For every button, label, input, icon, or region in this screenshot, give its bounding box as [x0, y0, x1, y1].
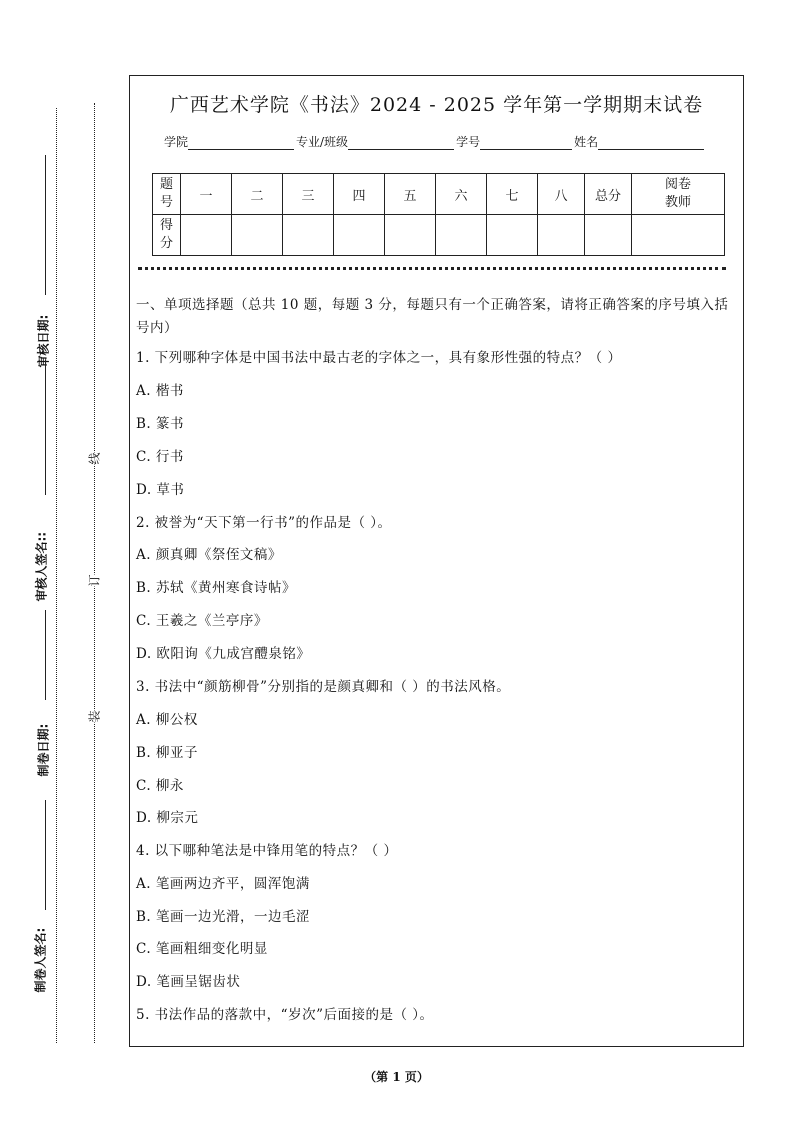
score-col-8: 八	[538, 174, 585, 215]
maker-signature-label: 制卷人签名:	[33, 927, 48, 993]
major-class-field[interactable]	[348, 135, 454, 150]
option-4c: C. 笔画粗细变化明显	[136, 941, 268, 957]
binding-dotted-line	[94, 103, 95, 1043]
page-number: （第 1 页）	[364, 1070, 429, 1084]
exam-frame	[129, 75, 744, 1047]
score-col-total: 总分	[585, 174, 632, 215]
score-cell[interactable]	[487, 215, 538, 256]
option-1d: D. 草书	[136, 482, 185, 498]
maker-signature-underline	[45, 800, 46, 910]
audit-signature-underline	[45, 360, 46, 495]
college-field[interactable]	[188, 135, 294, 150]
binding-char-zhuang: 装	[87, 710, 102, 723]
question-3: 3. 书法中“颜筋柳骨”分别指的是颜真卿和（ ）的书法风格。	[136, 679, 511, 695]
score-col-4: 四	[334, 174, 385, 215]
score-col-6: 六	[436, 174, 487, 215]
section-divider	[138, 267, 726, 270]
option-4d: D. 笔画呈锯齿状	[136, 974, 241, 990]
score-table	[152, 173, 725, 256]
audit-date-label: 审核日期:	[36, 314, 51, 368]
question-4: 4. 以下哪种笔法是中锋用笔的特点？（ ）	[136, 843, 398, 859]
option-3d: D. 柳宗元	[136, 810, 199, 826]
binding-char-ding: 订	[87, 574, 102, 587]
option-2d: D. 欧阳询《九成宫醴泉铭》	[136, 646, 311, 662]
score-table-header-row	[153, 174, 725, 215]
option-1b: B. 篆书	[136, 416, 185, 432]
option-1c: C. 行书	[136, 449, 184, 465]
option-3c: C. 柳永	[136, 778, 184, 794]
score-cell[interactable]	[334, 215, 385, 256]
question-5: 5. 书法作品的落款中，“岁次”后面接的是（ ）。	[136, 1007, 434, 1023]
question-2: 2. 被誉为“天下第一行书”的作品是（ ）。	[136, 515, 392, 531]
score-col-2: 二	[232, 174, 283, 215]
binding-char-xian: 线	[87, 452, 102, 465]
score-cell[interactable]	[283, 215, 334, 256]
student-id-field[interactable]	[480, 135, 572, 150]
name-field[interactable]	[598, 135, 704, 150]
score-cell-total[interactable]	[585, 215, 632, 256]
student-info-row	[164, 133, 706, 150]
signature-dotted-line	[56, 108, 57, 1043]
score-cell[interactable]	[538, 215, 585, 256]
section-heading: 一、单项选择题（总共 10 题，每题 3 分，每题只有一个正确答案，请将正确答案的序号填入括号内）	[136, 297, 729, 336]
make-date-underline	[45, 610, 46, 700]
grader-cell[interactable]	[632, 215, 725, 256]
option-2c: C. 王羲之《兰亭序》	[136, 613, 268, 629]
score-cell[interactable]	[232, 215, 283, 256]
question-1: 1. 下列哪种字体是中国书法中最古老的字体之一，具有象形性强的特点？（ ）	[136, 350, 622, 366]
option-1a: A. 楷书	[136, 383, 184, 399]
score-col-5: 五	[385, 174, 436, 215]
score-table-value-row	[153, 215, 725, 256]
option-2b: B. 苏轼《黄州寒食诗帖》	[136, 580, 297, 596]
option-3b: B. 柳亚子	[136, 745, 199, 761]
score-col-7: 七	[487, 174, 538, 215]
score-row-label: 得 分	[153, 215, 181, 256]
option-4a: A. 笔画两边齐平，圆浑饱满	[136, 876, 310, 892]
audit-signature-label: 审核人签名::	[34, 531, 49, 602]
grader-header: 阅卷 教师	[632, 174, 725, 215]
score-col-3: 三	[283, 174, 334, 215]
exam-title: 广西艺术学院《书法》2024 - 2025 学年第一学期期末试卷	[169, 94, 704, 116]
major-class-label: 专业/班级	[296, 135, 349, 149]
option-4b: B. 笔画一边光滑，一边毛涩	[136, 909, 311, 925]
option-3a: A. 柳公权	[136, 712, 198, 728]
option-2a: A. 颜真卿《祭侄文稿》	[136, 547, 282, 563]
score-col-1: 一	[181, 174, 232, 215]
college-label: 学院	[164, 135, 189, 149]
student-id-label: 学号	[456, 135, 481, 149]
audit-date-underline	[45, 155, 46, 295]
question-number-header: 题 号	[153, 174, 181, 215]
score-cell[interactable]	[385, 215, 436, 256]
make-date-label: 制卷日期:	[36, 723, 51, 777]
name-label: 姓名	[574, 135, 599, 149]
score-cell[interactable]	[181, 215, 232, 256]
score-cell[interactable]	[436, 215, 487, 256]
